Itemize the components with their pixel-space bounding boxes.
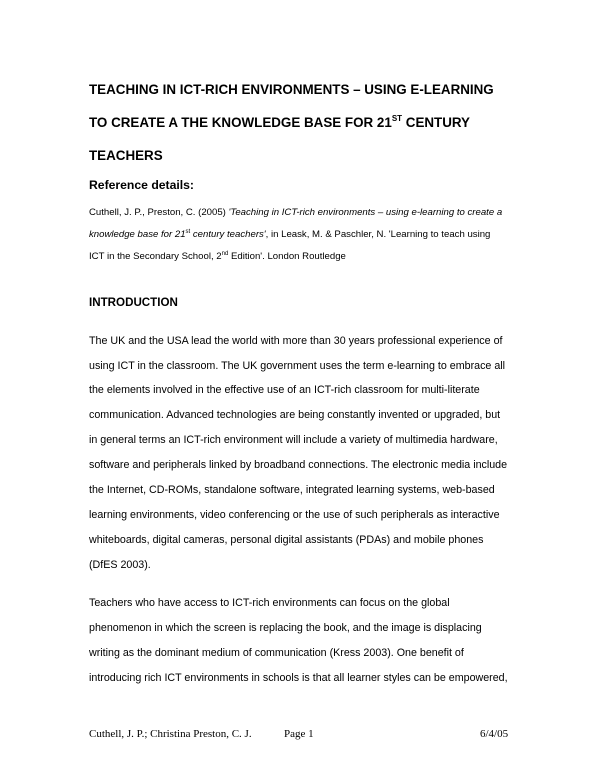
reference-book-title: ICT in the Secondary School, 2	[89, 251, 222, 262]
reference-superscript-st: st	[185, 229, 191, 235]
reference-publisher: Edition'. London Routledge	[228, 251, 346, 262]
title-line-3: TEACHERS	[89, 148, 163, 163]
footer-author: Cuthell, J. P.; Christina Preston, C. J.	[89, 728, 252, 740]
reference-superscript-nd: nd	[221, 251, 229, 257]
paragraph-2-line: phenomenon in which the screen is replacing the book, and the image is displacing	[89, 622, 482, 634]
paragraph-1-line: learning environments, video conferencing or the use of such peripherals as interactive	[89, 509, 500, 521]
paragraph-1-line: the elements involved in the effective use of an ICT-rich classroom for multi-literate	[89, 384, 480, 396]
paragraph-1-line: in general terms an ICT-rich environment will include a variety of multimedia hardware,	[89, 434, 498, 446]
title-line-2-text: TO CREATE A THE KNOWLEDGE BASE FOR 21	[89, 115, 392, 130]
reference-editors: , in Leask, M. & Paschler, N. 'Learning to teach using	[265, 229, 491, 240]
reference-title-part-2: knowledge base for 21	[89, 229, 186, 240]
paragraph-2-line: introducing rich ICT environments in schools is that all learner styles can be empowered,	[89, 672, 508, 684]
paragraph-1-line: using ICT in the classroom. The UK government uses the term e-learning to embrace all	[89, 360, 506, 372]
title-line-2	[89, 115, 569, 130]
paragraph-1-line: The UK and the USA lead the world with more than 30 years professional experience of	[89, 335, 503, 347]
footer-date: 6/4/05	[480, 728, 509, 740]
paragraph-1-line: whiteboards, digital cameras, personal digital assistants (PDAs) and mobile phones	[89, 534, 484, 546]
reference-line-1	[89, 207, 529, 218]
reference-authors: Cuthell, J. P., Preston, C. (2005)	[89, 207, 229, 218]
paragraph-1-line: the Internet, CD-ROMs, standalone software, integrated learning systems, web-based	[89, 484, 495, 496]
title-line-1: TEACHING IN ICT-RICH ENVIRONMENTS – USING E-LEARNING	[89, 82, 494, 97]
reference-line-2	[89, 229, 529, 240]
paragraph-2-line: writing as the dominant medium of communication (Kress 2003). One benefit of	[89, 647, 464, 659]
paragraph-2-line: Teachers who have access to ICT-rich environments can focus on the global	[89, 597, 450, 609]
reference-title-part-1: 'Teaching in ICT-rich environments – using e-learning to create a	[228, 207, 503, 218]
reference-title-part-3: century teachers'	[190, 229, 266, 240]
reference-heading: Reference details:	[89, 178, 194, 192]
paragraph-1-line: communication. Advanced technologies are being constantly invented or upgraded, but	[89, 409, 501, 421]
introduction-heading: INTRODUCTION	[89, 296, 178, 309]
title-line-2-end: CENTURY	[402, 115, 470, 130]
paragraph-1-line: (DfES 2003).	[89, 559, 151, 571]
reference-line-3	[89, 251, 529, 262]
footer-page-number: Page 1	[284, 728, 314, 740]
title-superscript: ST	[391, 114, 403, 123]
paragraph-1-line: software and peripherals linked by broadband connections. The electronic media include	[89, 459, 508, 471]
